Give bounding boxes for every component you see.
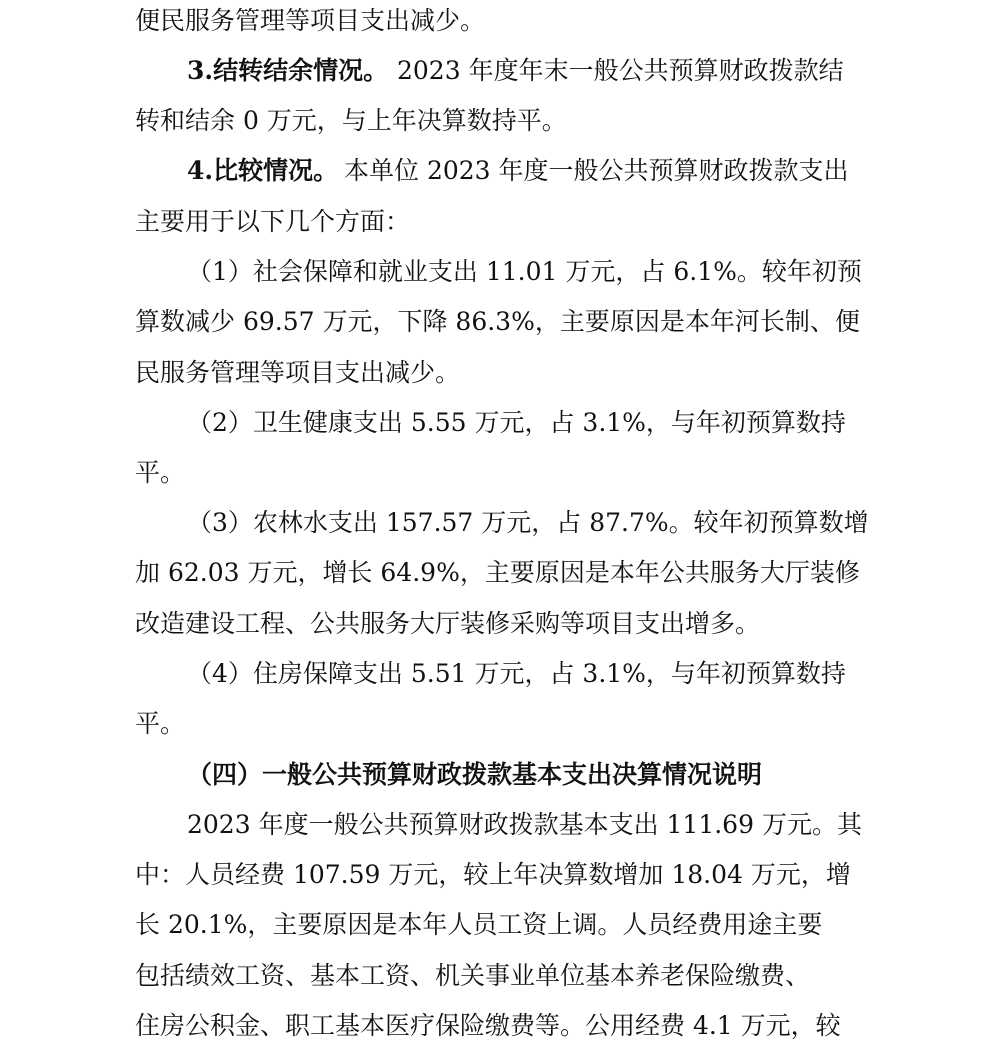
line-text: 包括绩效工资、基本工资、机关事业单位基本养老保险缴费、	[135, 961, 811, 990]
line-text: 本单位 2023 年度一般公共预算财政拨款支出	[344, 156, 849, 185]
line-text: 平。	[135, 709, 186, 738]
line-text: 中：人员经费 107.59 万元，较上年决算数增加 18.04 万元，增	[135, 860, 851, 889]
line-text: （3）农林水支出 157.57 万元，占 87.7%。较年初预算数增	[187, 508, 869, 537]
line-text: 算数减少 69.57 万元，下降 86.3%，主要原因是本年河长制、便	[135, 307, 860, 336]
text-line	[0, 850, 1000, 900]
section-heading: 4.比较情况。	[187, 156, 339, 185]
line-text: 2023 年度一般公共预算财政拨款基本支出 111.69 万元。其	[187, 810, 862, 839]
line-text: （1）社会保障和就业支出 11.01 万元，占 6.1%。较年初预	[187, 257, 862, 286]
text-line	[0, 297, 1000, 347]
section-heading: 3.结转结余情况。	[187, 56, 389, 85]
text-line	[0, 197, 1000, 247]
text-line	[0, 1001, 1000, 1051]
text-line	[0, 699, 1000, 749]
line-text: （4）住房保障支出 5.51 万元，占 3.1%，与年初预算数持	[187, 659, 846, 688]
line-text: （2）卫生健康支出 5.55 万元，占 3.1%，与年初预算数持	[187, 408, 846, 437]
line-text: 便民服务管理等项目支出减少。	[135, 6, 486, 35]
text-line	[0, 548, 1000, 598]
text-line	[0, 247, 1000, 297]
text-line	[0, 649, 1000, 699]
section-heading: （四）一般公共预算财政拨款基本支出决算情况说明	[187, 760, 763, 789]
line-text: 平。	[135, 458, 186, 487]
text-line	[0, 750, 1000, 800]
text-line	[0, 96, 1000, 146]
text-line	[0, 398, 1000, 448]
line-text: 加 62.03 万元，增长 64.9%，主要原因是本年公共服务大厅装修	[135, 558, 860, 587]
line-text: 改造建设工程、公共服务大厅装修采购等项目支出增多。	[135, 609, 761, 638]
text-line	[0, 348, 1000, 398]
line-text: 主要用于以下几个方面：	[135, 207, 411, 236]
text-line	[0, 46, 1000, 96]
text-line	[0, 146, 1000, 196]
line-text: 转和结余 0 万元，与上年决算数持平。	[135, 106, 567, 135]
text-line	[0, 498, 1000, 548]
line-text: 2023 年度年末一般公共预算财政拨款结	[397, 56, 844, 85]
line-text: 长 20.1%，主要原因是本年人员工资上调。人员经费用途主要	[135, 910, 823, 939]
text-line	[0, 0, 1000, 46]
line-text: 住房公积金、职工基本医疗保险缴费等。公用经费 4.1 万元，较	[135, 1011, 841, 1040]
text-line	[0, 599, 1000, 649]
text-line	[0, 951, 1000, 1001]
text-line	[0, 448, 1000, 498]
line-text: 民服务管理等项目支出减少。	[135, 358, 461, 387]
text-line	[0, 800, 1000, 850]
text-line	[0, 900, 1000, 950]
